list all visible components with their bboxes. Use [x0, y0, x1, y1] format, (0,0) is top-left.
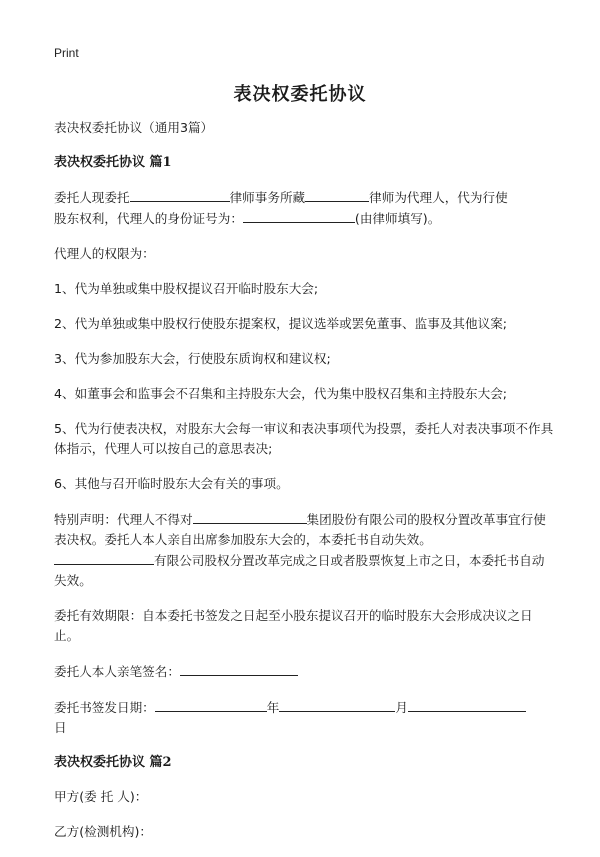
- year-blank: [155, 697, 267, 712]
- signature-label: 委托人本人亲笔签名：: [54, 664, 180, 679]
- entrust-text-a: 委托人现委托: [54, 190, 130, 205]
- signature-blank: [180, 661, 298, 676]
- year-label: 年: [266, 700, 280, 715]
- day-label: 日: [54, 720, 67, 735]
- month-label: 月: [395, 700, 408, 715]
- power-item-2: 2、代为单独或集中股权行使股东提案权，提议选举或罢免董事、监事及其他议案;: [54, 316, 508, 331]
- powers-intro: 代理人的权限为：: [54, 246, 155, 261]
- company-blank: [54, 550, 154, 565]
- document-title: 表决权委托协议: [233, 84, 367, 105]
- party-a-line: 甲方(委 托 人)：: [54, 789, 148, 804]
- special-text-c: 有限公司股权分置改革完成之日或者股票恢复上市之日，本委托书自动失效。: [54, 553, 545, 588]
- day-blank: [408, 697, 526, 712]
- section-heading-1: 表决权委托协议 篇1: [54, 155, 172, 170]
- issue-date-line: [54, 697, 554, 738]
- document-subtitle: 表决权委托协议（通用3篇）: [54, 120, 214, 135]
- issue-date-label: 委托书签发日期：: [54, 700, 155, 715]
- print-link[interactable]: Print: [54, 46, 79, 60]
- group-company-blank: [193, 509, 307, 524]
- validity-period: 委托有效期限：自本委托书签发之日起至小股东提议召开的临时股东大会形成决议之日止。: [54, 608, 533, 643]
- entrust-paragraph: [54, 187, 554, 229]
- power-item-5: 5、代为行使表决权，对股东大会每一审议和表决事项代为投票，委托人对表决事项不作具体指示，代理人可以按自己的意思表决;: [54, 421, 554, 456]
- document-body: [54, 118, 554, 857]
- month-blank: [279, 697, 395, 712]
- section-heading-2: 表决权委托协议 篇2: [54, 755, 172, 770]
- power-item-4: 4、如董事会和监事会不召集和主持股东大会，代为集中股权召集和主持股东大会;: [54, 386, 508, 401]
- law-firm-blank: [130, 187, 230, 202]
- power-item-1: 1、代为单独或集中股权提议召开临时股东大会;: [54, 281, 319, 296]
- entrust-text-e: (由律师填写)。: [354, 211, 441, 226]
- entrust-text-c: 律师为代理人，代为行使: [369, 190, 508, 205]
- entrust-text-d: 股东权利，代理人的身份证号为：: [54, 211, 243, 226]
- signature-line: [54, 661, 554, 682]
- id-number-blank: [243, 208, 355, 223]
- lawyer-name-blank: [305, 187, 369, 202]
- power-item-3: 3、代为参加股东大会，行使股东质询权和建议权;: [54, 351, 331, 366]
- power-item-6: 6、其他与召开临时股东大会有关的事项。: [54, 476, 289, 491]
- party-b-line: 乙方(检测机构)：: [54, 824, 152, 839]
- special-statement: [54, 509, 554, 591]
- special-text-b: 集团股份有限公司的股权分置改革事宜行使表决权。委托人本人亲自出席参加股东大会的，本委托书自动失效。: [54, 512, 546, 547]
- entrust-text-b: 律师事务所藏: [229, 190, 306, 205]
- special-text-a: 特别声明：代理人不得对: [54, 512, 193, 527]
